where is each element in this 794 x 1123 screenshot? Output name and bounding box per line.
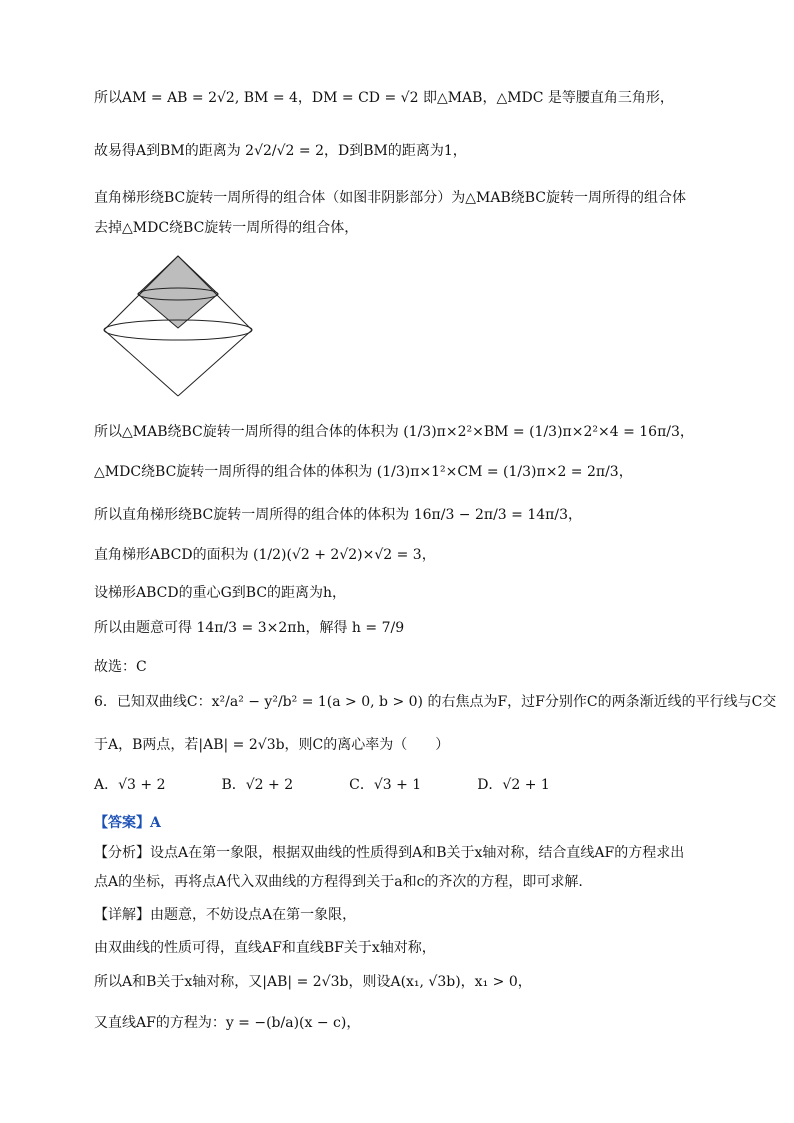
text-line: 去掉△MDC绕BC旋转一周所得的组合体， [94,220,359,236]
text-line: 故选：C [94,659,147,675]
text-line: 由双曲线的性质可得，直线AF和直线BF关于x轴对称， [94,940,436,956]
text-line: 所以△MAB绕BC旋转一周所得的组合体的体积为 (1/3)π×2²×BM = (1/3)π×2²×4 = 16π/3， [94,424,694,440]
text-line: △MDC绕BC旋转一周所得的组合体的体积为 (1/3)π×1²×CM = (1/3)π×2 = 2π/3， [94,464,633,480]
text-line: 所以AM = AB = 2√2, BM = 4，DM = CD = √2 即△MAB，△MDC 是等腰直角三角形， [94,90,674,106]
rotation-solid-figure [98,250,268,400]
text-line: 又直线AF的方程为：y = −(b/a)(x − c)， [94,1015,361,1031]
text-line: 直角梯形绕BC旋转一周所得的组合体（如图非阴影部分）为△MAB绕BC旋转一周所得的组合体 [94,190,687,206]
text-line: 所以由题意可得 14π/3 = 3×2πh，解得 h = 7/9 [94,620,405,636]
answer-label: 【答案】A [94,815,161,831]
detail-line: 【详解】由题意，不妨设点A在第一象限， [94,907,357,923]
text-line: 故易得A到BM的距离为 2√2/√2 = 2，D到BM的距离为1， [94,143,467,159]
text-line: 直角梯形ABCD的面积为 (1/2)(√2 + 2√2)×√2 = 3， [94,547,436,563]
question-6-line: 6．已知双曲线C：x²/a² − y²/b² = 1(a > 0, b > 0) 的右焦点为F，过F分别作C的两条渐近线的平行线与C交 [94,694,777,710]
text-line: 于A，B两点，若|AB| = 2√3b，则C的离心率为（ ） [94,737,450,753]
analysis-line: 【分析】设点A在第一象限，根据双曲线的性质得到A和B关于x轴对称，结合直线AF的方程求出 [94,845,685,861]
choices-line: A．√3 + 2 B．√2 + 2 C．√3 + 1 D．√2 + 1 [94,777,550,793]
shaded-inner-cone [138,256,218,328]
text-line: 所以A和B关于x轴对称，又|AB| = 2√3b，则设A(x₁, √3b)，x₁ > 0， [94,974,532,990]
text-line: 所以直角梯形绕BC旋转一周所得的组合体的体积为 16π/3 − 2π/3 = 14π/3， [94,507,582,523]
text-line: 点A的坐标，再将点A代入双曲线的方程得到关于a和c的齐次的方程，即可求解. [94,874,583,890]
text-line: 设梯形ABCD的重心G到BC的距离为h， [94,585,347,601]
